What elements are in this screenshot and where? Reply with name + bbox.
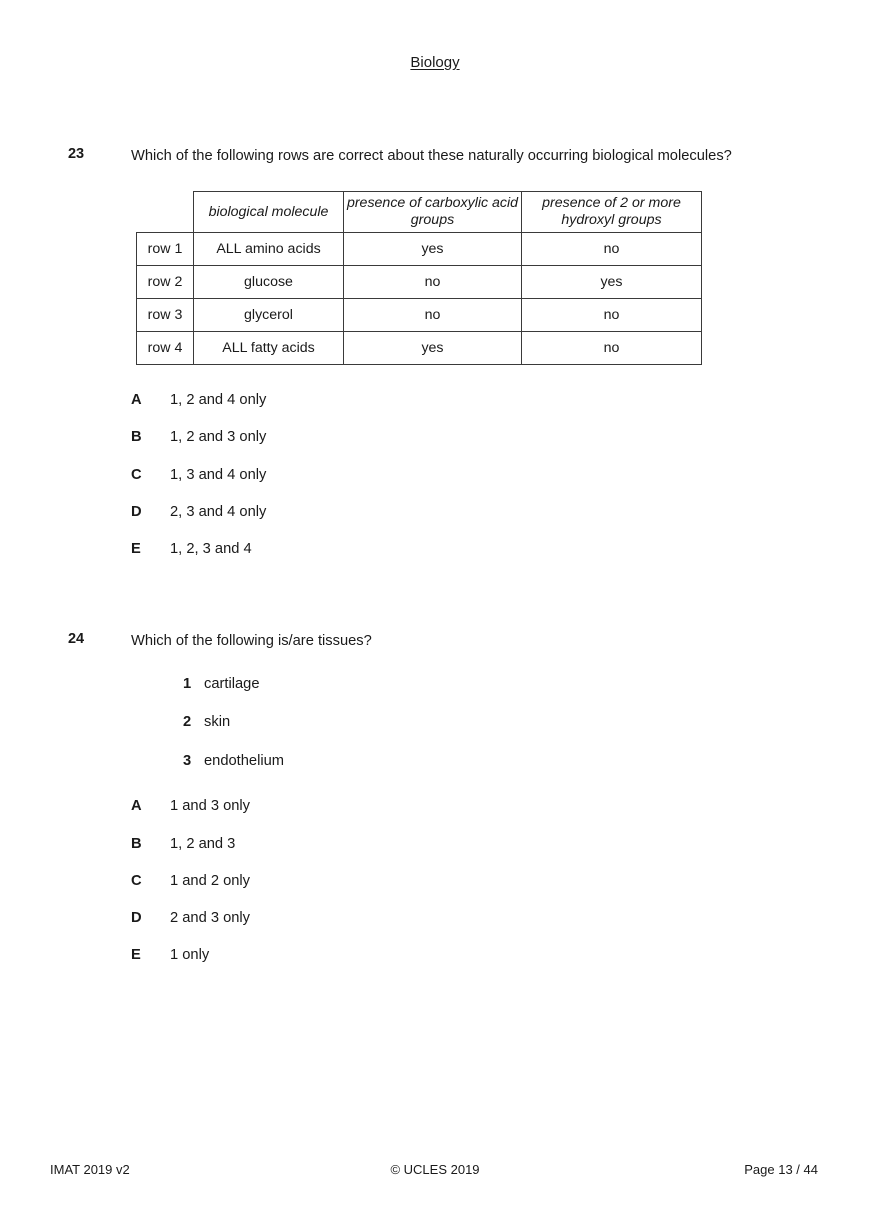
question-number: 23 xyxy=(68,146,84,162)
option-letter: D xyxy=(131,504,142,520)
list-item-number: 1 xyxy=(183,676,192,692)
list-item-label: skin xyxy=(204,714,231,730)
row-label: row 4 xyxy=(137,332,194,365)
row-label: row 3 xyxy=(137,299,194,332)
cell-hydroxyl: no xyxy=(522,299,702,332)
option-text: 1, 2 and 3 xyxy=(170,836,236,852)
cell-carboxylic: yes xyxy=(344,233,522,266)
option-letter: B xyxy=(131,836,142,852)
cell-carboxylic: no xyxy=(344,266,522,299)
table-row xyxy=(137,299,702,332)
question-number: 24 xyxy=(68,631,84,647)
cell-molecule: ALL amino acids xyxy=(194,233,344,266)
option-text: 1, 2 and 3 only xyxy=(170,429,267,445)
option-text: 1, 3 and 4 only xyxy=(170,467,267,483)
footer-copyright: © UCLES 2019 xyxy=(390,1162,480,1177)
table-body xyxy=(137,233,702,365)
option-letter: A xyxy=(131,798,142,814)
list-item-number: 2 xyxy=(183,714,192,730)
option-letter: E xyxy=(131,947,141,963)
page-footer xyxy=(0,1162,870,1182)
column-header-molecule: biological molecule xyxy=(194,192,344,233)
option-letter: E xyxy=(131,541,141,557)
page-header xyxy=(0,54,870,71)
question-stem: Which of the following rows are correct about these naturally occurring biological molecules? xyxy=(131,148,732,164)
cell-hydroxyl: no xyxy=(522,332,702,365)
cell-molecule: glycerol xyxy=(194,299,344,332)
option-letter: A xyxy=(131,392,142,408)
option-letter: C xyxy=(131,467,142,483)
cell-molecule: glucose xyxy=(194,266,344,299)
option-letter: D xyxy=(131,910,142,926)
option-letter: B xyxy=(131,429,142,445)
cell-carboxylic: yes xyxy=(344,332,522,365)
list-item-label: cartilage xyxy=(204,676,260,692)
table-header xyxy=(137,192,702,233)
option-letter: C xyxy=(131,873,142,889)
option-text: 1 only xyxy=(170,947,210,963)
question-stem: Which of the following is/are tissues? xyxy=(131,633,372,649)
table-header-row xyxy=(137,192,702,233)
list-item-number: 3 xyxy=(183,753,192,769)
table-row xyxy=(137,266,702,299)
molecules-table xyxy=(136,191,702,365)
row-label: row 1 xyxy=(137,233,194,266)
table-row xyxy=(137,332,702,365)
option-text: 2, 3 and 4 only xyxy=(170,504,267,520)
table-row xyxy=(137,233,702,266)
page-header-title: Biology xyxy=(410,54,460,71)
cell-hydroxyl: no xyxy=(522,233,702,266)
table-corner-cell xyxy=(137,192,194,233)
option-text: 1 and 3 only xyxy=(170,798,251,814)
list-item-label: endothelium xyxy=(204,753,285,769)
footer-page-number: Page 13 / 44 xyxy=(744,1162,818,1177)
column-header-carboxylic: presence of carboxylic acid groups xyxy=(344,192,522,233)
option-text: 1, 2 and 4 only xyxy=(170,392,267,408)
row-label: row 2 xyxy=(137,266,194,299)
option-text: 1, 2, 3 and 4 xyxy=(170,541,252,557)
option-text: 2 and 3 only xyxy=(170,910,251,926)
footer-exam-code: IMAT 2019 v2 xyxy=(50,1162,130,1177)
cell-carboxylic: no xyxy=(344,299,522,332)
column-header-hydroxyl: presence of 2 or more hydroxyl groups xyxy=(522,192,702,233)
option-text: 1 and 2 only xyxy=(170,873,251,889)
cell-molecule: ALL fatty acids xyxy=(194,332,344,365)
cell-hydroxyl: yes xyxy=(522,266,702,299)
